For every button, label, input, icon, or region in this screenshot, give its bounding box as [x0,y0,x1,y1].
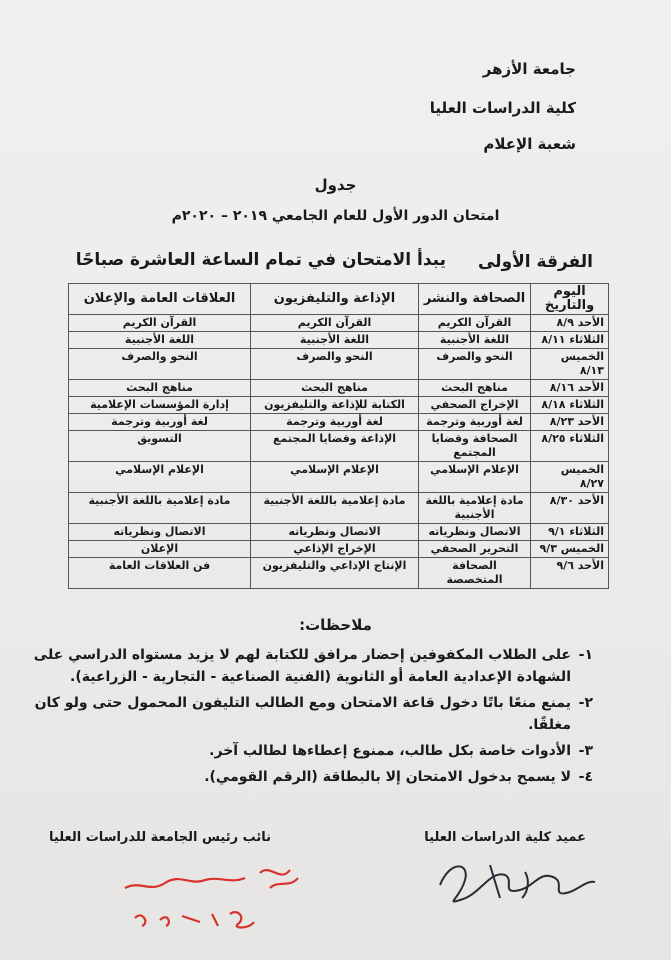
note-number: ١- [578,647,593,663]
radio-tv-subject-cell: النحو والصرف [251,349,419,380]
radio-tv-subject-cell: الاتصال ونظرياته [251,524,419,541]
table-row [69,414,609,431]
day-date-cell: الأحد ٨/٣٠ [531,493,609,524]
faculty-name: كلية الدراسات العليا [429,99,576,117]
press-subject-cell: الصحافة وقضايا المجتمع [419,431,531,462]
table-row [69,397,609,414]
pr-ads-subject-cell: الاتصال ونظرياته [69,524,251,541]
dean-signature-label: عميد كلية الدراسات العليا [424,830,586,845]
press-subject-cell: النحو والصرف [419,349,531,380]
day-date-cell: الأحد ٨/٩ [531,315,609,332]
vice-president-signature-label: نائب رئيس الجامعة للدراسات العليا [49,830,271,845]
department-name: شعبة الإعلام [483,135,576,153]
note-number: ٤- [578,769,593,785]
exam-schedule-table [68,283,609,589]
pr-ads-subject-cell: القرآن الكريم [69,315,251,332]
press-subject-cell: الصحافة المتخصصة [419,558,531,589]
note-text: على الطلاب المكفوفين إحضار مرافق للكتابة لهم لا يزيد مستواه الدراسي على الشهادة الإعدادية العامة أو الثانوية (الفنية الصناعية - التجارية - الزراعية). [33,647,571,685]
table-header-row [69,284,609,315]
exam-start-time: يبدأ الامتحان في تمام الساعة العاشرة صباحًا [75,250,446,270]
radio-tv-subject-cell: الإذاعة وقضايا المجتمع [251,431,419,462]
day-date-cell: الأحد ٨/١٦ [531,380,609,397]
pr-ads-subject-cell: التسويق [69,431,251,462]
radio-tv-subject-cell: الكتابة للإذاعة والتليفزيون [251,397,419,414]
radio-tv-subject-cell: مناهج البحث [251,380,419,397]
document-subtitle: امتحان الدور الأول للعام الجامعي ٢٠١٩ – ٢٠٢٠م [171,208,500,224]
day-date-cell: الخميس ٨/٢٧ [531,462,609,493]
note-text: يمنع منعًا باتًا دخول قاعة الامتحان ومع الطالب التليفون المحمول حتى ولو كان مغلقًا. [34,695,571,733]
day-date-cell: الثلاثاء ٨/١١ [531,332,609,349]
pr-ads-subject-cell: فن العلاقات العامة [69,558,251,589]
table-row [69,431,609,462]
press-subject-cell: القرآن الكريم [419,315,531,332]
day-date-cell: الثلاثاء ٩/١ [531,524,609,541]
day-date-cell: الثلاثاء ٨/١٨ [531,397,609,414]
table-row [69,558,609,589]
dean-signature [430,850,600,910]
radio-tv-subject-cell: الإعلام الإسلامي [251,462,419,493]
pr-ads-subject-cell: الإعلان [69,541,251,558]
radio-tv-subject-cell: الإخراج الإذاعي [251,541,419,558]
press-subject-cell: مناهج البحث [419,380,531,397]
radio-tv-subject-cell: لغة أوربية وترجمة [251,414,419,431]
header-day-date: اليوم والتاريخ [531,284,609,315]
day-date-cell: الخميس ٩/٣ [531,541,609,558]
note-number: ٣- [578,743,593,759]
press-subject-cell: مادة إعلامية باللغة الأجنبية [419,493,531,524]
notes-title: ملاحظات: [299,616,372,634]
university-name: جامعة الأزهر [482,60,576,78]
header-pr-ads: العلاقات العامة والإعلان [69,284,251,315]
pr-ads-subject-cell: لغة أوربية وترجمة [69,414,251,431]
table-row [69,380,609,397]
group-label: الفرقة الأولى [477,252,593,272]
day-date-cell: الأحد ٨/٢٣ [531,414,609,431]
note-item [33,644,593,688]
radio-tv-subject-cell: اللغة الأجنبية [251,332,419,349]
table-row [69,524,609,541]
radio-tv-subject-cell: القرآن الكريم [251,315,419,332]
day-date-cell: الخميس ٨/١٣ [531,349,609,380]
press-subject-cell: الإعلام الإسلامي [419,462,531,493]
pr-ads-subject-cell: مادة إعلامية باللغة الأجنبية [69,493,251,524]
press-subject-cell: التحرير الصحفي [419,541,531,558]
note-item [33,692,593,736]
table-row [69,332,609,349]
table-row [69,493,609,524]
note-number: ٢- [578,695,593,711]
pr-ads-subject-cell: الإعلام الإسلامي [69,462,251,493]
note-text: الأدوات خاصة بكل طالب، ممنوع إعطاءها لطالب آخر. [209,743,571,759]
note-item [33,740,593,762]
header-press: الصحافة والنشر [419,284,531,315]
radio-tv-subject-cell: الإنتاج الإذاعي والتليفزيون [251,558,419,589]
vice-president-signature [120,858,320,938]
document-title: جدول [314,176,357,194]
table-row [69,349,609,380]
note-item [33,766,593,788]
table-row [69,462,609,493]
press-subject-cell: لغة أوربية وترجمة [419,414,531,431]
press-subject-cell: الاتصال ونظرياته [419,524,531,541]
pr-ads-subject-cell: النحو والصرف [69,349,251,380]
table-row [69,315,609,332]
table-row [69,541,609,558]
radio-tv-subject-cell: مادة إعلامية باللغة الأجنبية [251,493,419,524]
pr-ads-subject-cell: إدارة المؤسسات الإعلامية [69,397,251,414]
note-text: لا يسمح بدخول الامتحان إلا بالبطاقة (الرقم القومي). [204,769,571,785]
day-date-cell: الأحد ٩/٦ [531,558,609,589]
notes-list [33,644,593,792]
press-subject-cell: اللغة الأجنبية [419,332,531,349]
press-subject-cell: الإخراج الصحفي [419,397,531,414]
header-radio-tv: الإذاعة والتليفزيون [251,284,419,315]
day-date-cell: الثلاثاء ٨/٢٥ [531,431,609,462]
pr-ads-subject-cell: مناهج البحث [69,380,251,397]
pr-ads-subject-cell: اللغة الأجنبية [69,332,251,349]
